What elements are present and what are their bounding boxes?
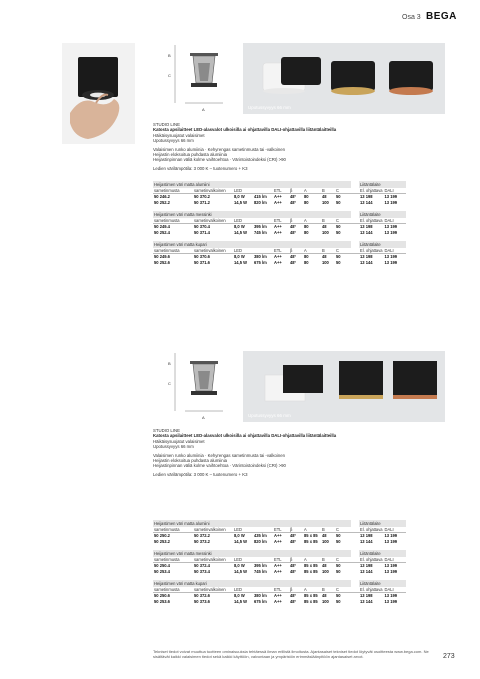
table-cell: A++ (274, 259, 282, 265)
dimension-drawing (165, 43, 245, 114)
table-cell: C (335, 218, 351, 224)
table-cell: 50 (336, 259, 341, 265)
table-cell: sametinvalkoinen (193, 188, 233, 194)
table-cell: sametinmusta (153, 188, 193, 194)
table-cell: Heijastimen väri matta messinki (153, 550, 351, 557)
spacer-cell (153, 265, 406, 271)
table-cell: 50 252.6 (154, 259, 170, 265)
table-group-header (153, 181, 406, 188)
table-cell: 8,0 W (234, 533, 245, 539)
table-cell: B (321, 218, 335, 224)
table-cell: A (303, 527, 321, 533)
table-cell: 13 198 (360, 533, 373, 539)
table-cell: β (289, 248, 303, 254)
photo-caption: Upotussyvyys 66 mm (248, 105, 291, 110)
table-cell: 48° (290, 229, 297, 235)
table-cell: sametinmusta (153, 248, 193, 254)
table-cell: Liitäntälaite (359, 241, 406, 248)
table-cell: 13 199 (384, 563, 398, 569)
product-title: Katosta apsilaitteet LED-alasvalot ulkoisilla ai ohjattavilla DALI-ohjattavilla liitäntälaitteilla (153, 433, 337, 439)
table-cell: 48° (290, 259, 297, 265)
table-cell: Heijastimen väri matta messinki (153, 211, 351, 218)
desc-line: Valaisimen runko alumiinia · Kehyrengas sametinmusta tai -valkoinen (153, 146, 285, 152)
table-cell: 13 199 (384, 194, 398, 200)
table-cell: 48° (290, 199, 297, 205)
table-cell: C (335, 587, 351, 593)
footer-disclaimer: Tekniset tiedot voivat muuttua tuotteen ominaisuuksia tehtäessä ilman erillistä ilmoitusta. Ajantasaiset tekniset tiedot löytyvät osoitteesta www.bega.com. Ne sisältävät kaikki valaisimen tiedot sekä kaikki käyttöön, valvontaan ja ympäristön erimmäsläänpitöön ajantasaiset arvot. (153, 649, 429, 659)
table-group-header (153, 520, 406, 527)
table-cell: DALI (384, 218, 406, 224)
table-cell (351, 211, 359, 218)
table-cell: 50 252.4 (154, 229, 170, 235)
table-cell: 48 (322, 593, 327, 599)
table-cell: A (303, 587, 321, 593)
table-cell: 100 (322, 259, 329, 265)
table-cell: B (321, 587, 335, 593)
table-cell: sametinvalkoinen (193, 248, 233, 254)
table-cell: 48° (290, 224, 297, 230)
table-cell (351, 550, 359, 557)
desc-line: Upotussyvyys 66 mm (153, 444, 194, 450)
table-cell: 85 x 85 (304, 533, 318, 539)
table-cell: 48 (322, 254, 327, 260)
spec-table (153, 520, 406, 610)
table-cell: B (321, 248, 335, 254)
table-cell: 13 198 (360, 194, 373, 200)
table-cell: sametinmusta (153, 527, 193, 533)
table-cell: ETL (273, 248, 289, 254)
table-cell: 13 199 (384, 593, 398, 599)
product-line: STUDIO LINE (153, 428, 180, 433)
table-cell: 50 370.6 (194, 254, 210, 260)
desc-line: Heijastinpinnan väliä kolme vaihtoehtoa · Värintoistoindeksi (CRI) >90 (153, 463, 286, 469)
table-cell: 50 (336, 224, 341, 230)
table-cell: El. ohjattava (360, 188, 383, 194)
table-cell: 13 198 (360, 254, 373, 260)
table-cell: C (335, 188, 351, 194)
table-cell: A++ (274, 224, 282, 230)
table-cell: 85 x 85 (304, 563, 318, 569)
section-label: Osa 3 (402, 14, 421, 21)
table-cell: LED (233, 188, 253, 194)
table-spacer (153, 265, 406, 271)
table-cell: 50 371.2 (194, 199, 210, 205)
table-cell: ETL (273, 557, 289, 563)
desc-line: Valaisimen runko alumiinia · Kehyrengas sametinmusta tai -valkoinen (153, 452, 285, 458)
table-cell: 395 lm (254, 563, 267, 569)
table-cell: Heijastimen väri matta kupari (153, 241, 351, 248)
table-cell: sametinmusta (153, 218, 193, 224)
table-cell: 13 199 (384, 568, 398, 574)
table-cell: 85 x 85 (304, 538, 318, 544)
table-cell: 50 (336, 568, 341, 574)
table-cell: 50 250.4 (154, 563, 170, 569)
spacer-cell (153, 604, 406, 610)
table-cell: B (321, 188, 335, 194)
table-cell: β (289, 557, 303, 563)
dimension-drawing (165, 351, 245, 422)
table-cell: ETL (273, 188, 289, 194)
table-cell: 50 373.4 (194, 568, 210, 574)
table-cell: 14,5 W (234, 199, 247, 205)
product-line: STUDIO LINE (153, 122, 180, 127)
table-cell: A (303, 218, 321, 224)
table-cell: 380 lm (254, 593, 267, 599)
table-cell: A (303, 248, 321, 254)
table-cell: 48° (290, 254, 297, 260)
table-cell: B (321, 527, 335, 533)
table-cell: 13 144 (360, 229, 373, 235)
table-cell: 50 (336, 199, 341, 205)
desc-line: Upotussyvyys 66 mm (153, 138, 194, 144)
table-cell: 13 199 (384, 259, 398, 265)
table-cell: 85 x 85 (304, 568, 318, 574)
product-photo-square (243, 351, 445, 422)
table-cell: β (289, 587, 303, 593)
table-cell: A++ (274, 598, 282, 604)
table-cell: 48° (290, 533, 297, 539)
brand-logo: BEGA (426, 11, 457, 22)
table-cell: 80 (304, 224, 309, 230)
table-cell: 50 (336, 533, 341, 539)
table-cell: β (289, 527, 303, 533)
table-cell: 80 (304, 254, 309, 260)
spec-tables-1 (153, 181, 406, 271)
table-cell: 8,0 W (234, 563, 245, 569)
table-cell: 50 372.6 (194, 593, 210, 599)
table-cell: 13 199 (384, 254, 398, 260)
table-cell: 48° (290, 593, 297, 599)
table-cell: Heijastimen väri matta kupari (153, 580, 351, 587)
table-group-header (153, 550, 406, 557)
table-cell: 820 lm (254, 199, 267, 205)
table-cell: A (303, 188, 321, 194)
table-cell: 48° (290, 563, 297, 569)
table-cell: 48 (322, 563, 327, 569)
table-cell: 50 373.6 (194, 598, 210, 604)
table-cell: β (289, 188, 303, 194)
table-cell: sametinmusta (153, 557, 193, 563)
table-cell: C (335, 557, 351, 563)
table-cell: 50 (336, 254, 341, 260)
table-cell: El. ohjattava (360, 557, 383, 563)
table-group-header (153, 211, 406, 218)
table-cell: C (335, 248, 351, 254)
table-cell: B (321, 557, 335, 563)
table-cell: El. ohjattava (360, 218, 383, 224)
table-cell: 50 (336, 194, 341, 200)
color-temp: Ledien värilämpötila: 3 000 K – tuotenumero + K3 (153, 165, 248, 171)
page-number: 273 (443, 653, 455, 660)
table-cell: 50 249.4 (154, 224, 170, 230)
table-cell: 48° (290, 538, 297, 544)
table-cell: LED (233, 248, 253, 254)
table-cell: 50 372.4 (194, 563, 210, 569)
table-cell: El. ohjattava (360, 247, 383, 253)
table-cell: 13 199 (384, 598, 398, 604)
table-cell: sametinvalkoinen (193, 557, 233, 563)
table-cell: 50 (336, 593, 341, 599)
table-cell: 50 249.6 (154, 254, 170, 260)
table-cell: LED (233, 557, 253, 563)
svg-text:A: A (202, 107, 205, 112)
table-cell: 13 144 (360, 598, 373, 604)
desc-line: Heijastin eloksoitua puhdasta alumiinia (153, 458, 228, 464)
table-cell: DALI (384, 248, 406, 254)
desc-line: Häikäisysuojatut valaisimet (153, 438, 205, 444)
table-cell: 8,0 W (234, 224, 245, 230)
table-cell: 100 (322, 199, 329, 205)
table-cell: Heijastimen väri matta alumiini (153, 181, 351, 188)
table-cell: 13 144 (360, 538, 373, 544)
table-cell: 50 250.2 (154, 533, 170, 539)
photo-caption: Upotussyvyys 66 mm (248, 413, 291, 418)
table-cell: 8,0 W (234, 593, 245, 599)
table-cell: ETL (273, 218, 289, 224)
svg-text:C: C (168, 381, 171, 386)
table-cell: A++ (274, 194, 282, 200)
product-description (153, 122, 413, 171)
desc-line: Heijastinpinnan väliä kolme vaihtoehtoa · Värintoistoindeksi (CRI) >90 (153, 157, 286, 163)
table-cell: 50 246.2 (154, 194, 170, 200)
table-cell: ETL (273, 527, 289, 533)
table-cell: 50 373.2 (194, 538, 210, 544)
table-cell: A++ (274, 229, 282, 235)
table-cell (351, 181, 359, 188)
table-cell: 13 198 (360, 224, 373, 230)
table-cell: 85 x 85 (304, 598, 318, 604)
table-cell: 48 (322, 224, 327, 230)
svg-text:A: A (202, 415, 205, 420)
table-cell: Liitäntälaite (359, 550, 406, 557)
table-cell (351, 580, 359, 587)
table-cell: ETL (273, 587, 289, 593)
spec-table (153, 181, 406, 271)
table-cell: DALI (384, 188, 406, 194)
table-cell: 100 (322, 229, 329, 235)
table-cell: A++ (274, 199, 282, 205)
hand-product-photo (62, 43, 135, 144)
svg-text:C: C (168, 73, 171, 78)
table-cell: 50 250.6 (154, 593, 170, 599)
table-cell: 80 (304, 229, 309, 235)
table-cell: 50 (336, 229, 341, 235)
table-cell: 50 371.6 (194, 259, 210, 265)
table-cell: A++ (274, 254, 282, 260)
table-cell: A++ (274, 563, 282, 569)
table-cell: 50 253.4 (154, 568, 170, 574)
table-cell: 50 (336, 563, 341, 569)
table-cell: 8,0 W (234, 254, 245, 260)
table-cell: 48° (290, 568, 297, 574)
table-cell: Liitäntälaite (359, 211, 406, 218)
table-cell: 675 lm (254, 598, 267, 604)
table-cell: 14,5 W (234, 598, 247, 604)
table-cell: LED (233, 218, 253, 224)
table-cell: A++ (274, 538, 282, 544)
table-cell: 50 370.4 (194, 224, 210, 230)
table-cell: 745 lm (254, 568, 267, 574)
spec-tables-2 (153, 520, 406, 610)
table-cell: 48 (322, 194, 327, 200)
table-cell: 8,0 W (234, 194, 245, 200)
table-cell: 50 372.2 (194, 533, 210, 539)
table-cell: 48° (290, 194, 297, 200)
table-cell: A++ (274, 533, 282, 539)
table-cell: 395 lm (254, 224, 267, 230)
table-cell: 80 (304, 199, 309, 205)
table-cell: 13 199 (384, 533, 398, 539)
table-cell: LED (233, 587, 253, 593)
table-cell: Liitäntälaite (359, 520, 406, 527)
table-cell: 50 371.4 (194, 229, 210, 235)
table-cell: 100 (322, 568, 329, 574)
table-cell: 100 (322, 598, 329, 604)
table-cell: El. ohjattava (360, 586, 383, 592)
table-cell: DALI (384, 587, 406, 593)
table-cell: 13 198 (360, 563, 373, 569)
table-cell: 85 x 85 (304, 593, 318, 599)
table-cell: 80 (304, 259, 309, 265)
desc-line: Häikäisysuojatut valaisimet (153, 132, 205, 138)
table-cell: 14,5 W (234, 538, 247, 544)
table-cell: Heijastimen väri matta alumiini (153, 520, 351, 527)
svg-text:B: B (168, 53, 171, 58)
table-cell (351, 520, 359, 527)
table-group-header (153, 580, 406, 587)
color-temp: Ledien värilämpötila: 3 000 K – tuotenumero + K3 (153, 471, 248, 477)
table-cell: 50 252.2 (154, 199, 170, 205)
table-cell: 745 lm (254, 229, 267, 235)
table-cell: Liitäntälaite (359, 580, 406, 587)
table-cell: sametinvalkoinen (193, 587, 233, 593)
table-cell: 675 lm (254, 259, 267, 265)
table-cell: 13 198 (360, 593, 373, 599)
product-description (153, 428, 413, 477)
table-cell: 13 144 (360, 568, 373, 574)
table-cell: 380 lm (254, 254, 267, 260)
table-cell: sametinvalkoinen (193, 527, 233, 533)
table-cell: β (289, 218, 303, 224)
table-cell: 14,5 W (234, 568, 247, 574)
table-cell: DALI (384, 557, 406, 563)
table-group-header (153, 241, 406, 248)
table-cell: 13 144 (360, 259, 373, 265)
table-cell: LED (233, 527, 253, 533)
table-cell: 13 144 (360, 199, 373, 205)
table-cell: DALI (384, 527, 406, 533)
table-cell: 50 (336, 538, 341, 544)
table-cell: 14,5 W (234, 259, 247, 265)
table-cell: 415 lm (254, 194, 267, 200)
table-cell: sametinmusta (153, 587, 193, 593)
table-cell: 100 (322, 538, 329, 544)
table-cell: El. ohjattava (360, 527, 383, 533)
desc-line: Heijastin eloksoitua puhdasta alumiinia (153, 152, 228, 158)
product-title: Katosta apsilaitteet LED-alasvalot ulkoisilla ai ohjattavilla DALI-ohjattavilla liitäntälaitteilla (153, 127, 337, 133)
table-cell: 50 253.2 (154, 538, 170, 544)
table-cell: 48° (290, 598, 297, 604)
svg-text:B: B (168, 361, 171, 366)
table-cell: 820 lm (254, 538, 267, 544)
table-cell: 13 199 (384, 199, 398, 205)
table-cell (351, 241, 359, 248)
table-cell: Liitäntälaite (359, 181, 406, 188)
table-cell: 13 199 (384, 229, 398, 235)
table-cell: 13 199 (384, 538, 398, 544)
table-cell: 435 lm (254, 533, 267, 539)
table-cell: 50 370.2 (194, 194, 210, 200)
table-spacer (153, 604, 406, 610)
table-cell: A++ (274, 593, 282, 599)
table-cell: 48 (322, 533, 327, 539)
table-cell: A (303, 557, 321, 563)
table-cell: 50 253.6 (154, 598, 170, 604)
table-cell: 80 (304, 194, 309, 200)
table-cell: C (335, 527, 351, 533)
table-cell: 14,5 W (234, 229, 247, 235)
table-cell: sametinvalkoinen (193, 218, 233, 224)
table-cell: 13 199 (384, 224, 398, 230)
product-photo-round (243, 43, 445, 114)
table-cell: 50 (336, 598, 341, 604)
table-cell: A++ (274, 568, 282, 574)
